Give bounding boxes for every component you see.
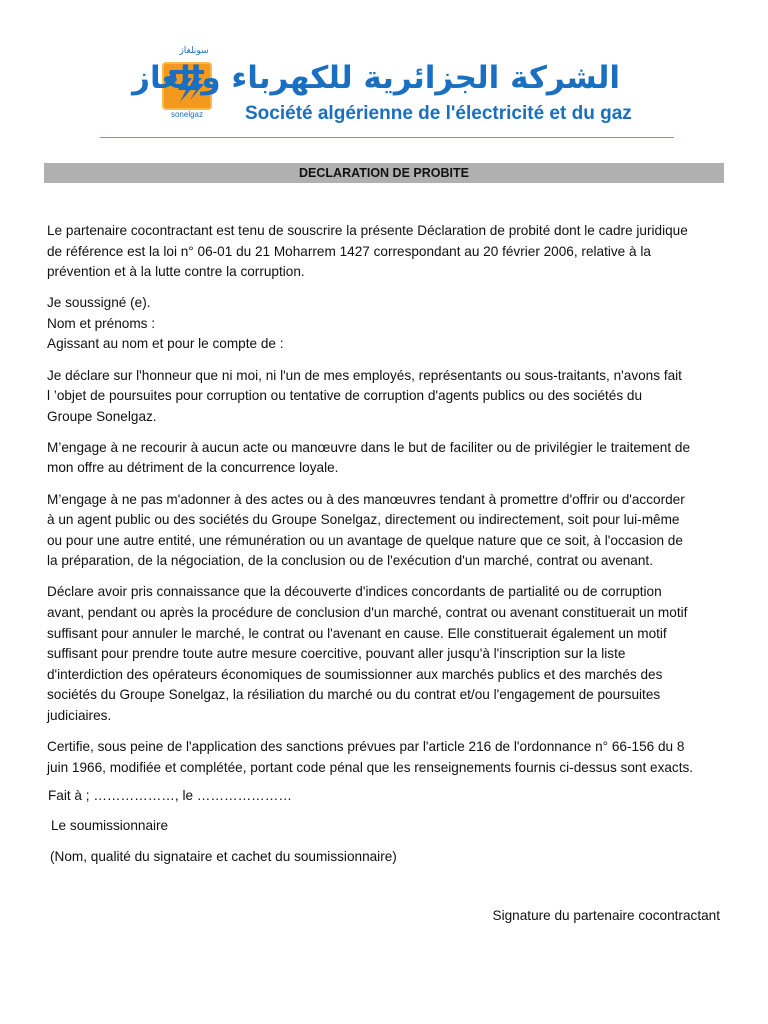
paragraph-line: l ’objet de poursuites pour corruption ou tentative de corruption d'agents publics ou des sociétés du (47, 388, 643, 404)
bidder-label: Le soumissionnaire (51, 818, 169, 833)
acting-label: Agissant au nom et pour le compte de : (47, 336, 284, 352)
document-title: DECLARATION DE PROBITE (299, 166, 469, 180)
company-name-arabic: الشركة الجزائرية للكهرباء والغاز (132, 60, 620, 96)
commitment-paragraph-1 (47, 438, 727, 479)
paragraph-line: juin 1966, modifiée et complétée, portant code pénal que les renseignements fournis ci-dessus sont exacts. (47, 759, 694, 775)
paragraph-line: à un agent public ou des sociétés du Groupe Sonelgaz, directement ou indirectement, soit pour lui-même (47, 512, 680, 528)
declaration-body (47, 221, 727, 789)
letterhead-divider (100, 137, 674, 138)
letterhead (100, 48, 674, 138)
company-name-french: Société algérienne de l'électricité et du gaz (245, 103, 632, 124)
paragraph-line: judiciaires. (47, 707, 112, 723)
paragraph-line: Déclare avoir pris connaissance que la découverte d'indices concordants de partialité ou de corruption (47, 584, 662, 600)
paragraph-line: la préparation, de la négociation, de la conclusion ou de l'exécution d'un marché, contrat ou avenant. (47, 553, 653, 569)
paragraph-line: M’engage à ne pas m'adonner à des actes ou à des manœuvres tendant à promettre d'offrir ou d'accorder (47, 491, 685, 507)
paragraph-line: Groupe Sonelgaz. (47, 408, 157, 424)
paragraph-line: mon offre au détriment de la concurrence loyale. (47, 460, 339, 476)
paragraph-line: Certifie, sous peine de l'application des sanctions prévues par l'article 216 de l'ordonnance n° 66-156 du 8 (47, 739, 685, 755)
undersigned-label: Je soussigné (e). (47, 295, 151, 311)
paragraph-line: avant, pendant ou après la procédure de conclusion d'un marché, contrat ou avenant constituerait un motif (47, 605, 688, 620)
identity-block (47, 293, 727, 355)
partner-signature-label: Signature du partenaire cocontractant (492, 908, 720, 923)
acknowledgement-paragraph (47, 582, 727, 726)
certification-paragraph (47, 737, 727, 778)
paragraph-line: ou pour une autre entité, une rémunération ou un avantage de quelque nature que ce soit, à l'occasion de (47, 532, 683, 548)
commitment-paragraph-2 (47, 490, 727, 572)
paragraph-line: prévention et à la lutte contre la corruption. (47, 264, 305, 280)
intro-paragraph (47, 221, 727, 283)
place-date-line: Fait à ; ………………, le ………………… (48, 788, 292, 803)
title-bar (44, 163, 724, 183)
paragraph-line: Je déclare sur l'honneur que ni moi, ni l'un de mes employés, représentants ou sous-traitants, n'avons fait (47, 367, 682, 383)
logo-arabic-text: سونلغاز (179, 46, 209, 56)
logo-latin-text: sonelgaz (170, 110, 204, 119)
paragraph-line: suffisant pour annuler le marché, le contrat ou l'avenant en cause. Elle constituerait également un motif (47, 625, 667, 641)
paragraph-line: sociétés du Groupe Sonelgaz, la résiliation du marché ou du contrat et/ou l'engagement de poursuites (47, 687, 661, 703)
honor-paragraph (47, 366, 727, 428)
paragraph-line: M’engage à ne recourir à aucun acte ou manœuvre dans le but de faciliter ou de privilégier le traitement de (47, 439, 691, 455)
paragraph-line: d'interdiction des opérateurs économiques de soumissionner aux marchés publics et des marchés des (47, 666, 663, 682)
paragraph-line: Le partenaire cocontractant est tenu de souscrire la présente Déclaration de probité dont le cadre juridique (47, 223, 688, 238)
signatory-note: (Nom, qualité du signataire et cachet du soumissionnaire) (50, 849, 397, 864)
name-label: Nom et prénoms : (47, 315, 156, 331)
paragraph-line: suffisant pour prendre toute autre mesure coercitive, pouvant aller jusqu'à l'inscription sur la liste (47, 646, 626, 662)
paragraph-line: de référence est la loi n° 06-01 du 21 Moharrem 1427 correspondant au 20 février 2006, relative à la (47, 243, 651, 259)
